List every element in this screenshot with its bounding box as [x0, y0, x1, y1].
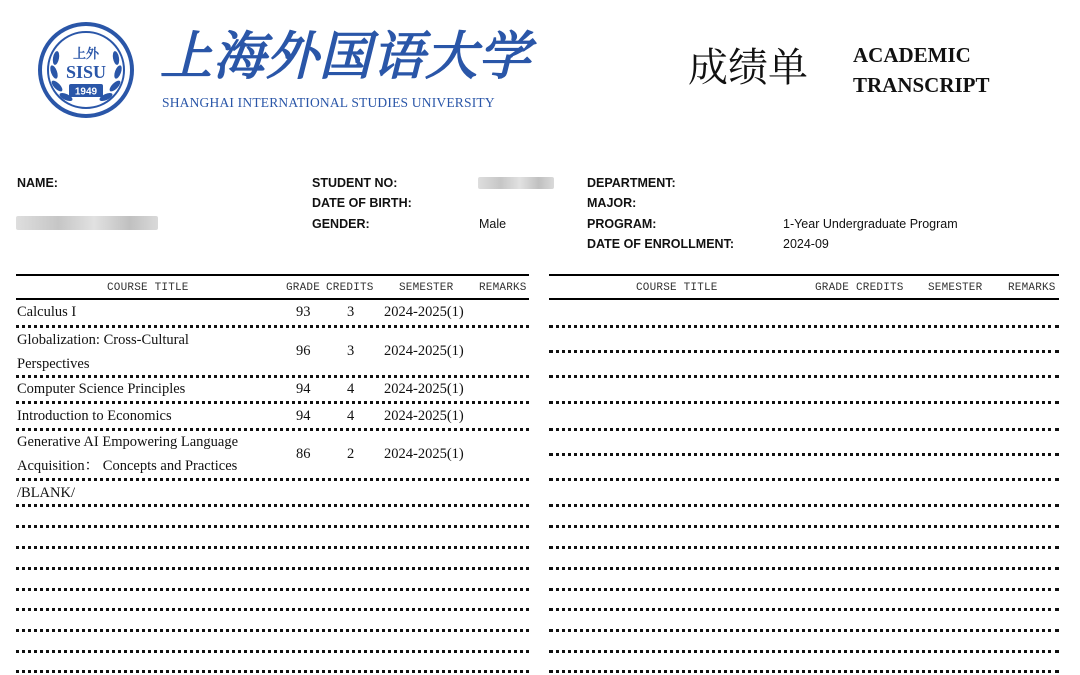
left-empty-row-divider [16, 588, 529, 591]
right-empty-row-divider [549, 428, 1059, 431]
program-label: PROGRAM: [587, 217, 657, 231]
title-line-1: ACADEMIC [853, 43, 971, 67]
course-2-title-line-1: Globalization: Cross-Cultural [17, 332, 189, 348]
right-empty-row-divider [549, 401, 1059, 404]
seal-chinese-text: 上外 [72, 47, 100, 62]
left-empty-row-divider [16, 546, 529, 549]
right-empty-row-divider [549, 375, 1059, 378]
left-header-remarks: REMARKS [479, 282, 527, 294]
course-5-grade: 86 [296, 446, 311, 462]
blank-marker: /BLANK/ [17, 485, 75, 501]
left-row-divider [16, 478, 529, 481]
course-3-grade: 94 [296, 381, 311, 397]
right-empty-row-divider [549, 629, 1059, 632]
right-header-course-title: COURSE TITLE [636, 282, 718, 294]
right-empty-row-divider [549, 670, 1059, 673]
right-table-header-rule [549, 298, 1059, 300]
title-line-2: TRANSCRIPT [853, 73, 990, 97]
major-label: MAJOR: [587, 196, 637, 210]
right-empty-row-divider [549, 650, 1059, 653]
right-empty-row-divider [549, 525, 1059, 528]
seal-abbreviation: SISU [65, 62, 107, 82]
right-table-top-rule [549, 274, 1059, 276]
right-header-grade: GRADE [815, 282, 850, 294]
course-2-credits: 3 [347, 343, 355, 359]
right-empty-row-divider [549, 546, 1059, 549]
document-title-english [853, 40, 990, 100]
right-empty-row-divider [549, 478, 1059, 481]
left-header-grade: GRADE [286, 282, 321, 294]
seal-year: 1949 [74, 86, 98, 98]
gender-value: Male [479, 217, 507, 231]
left-empty-row-divider [16, 608, 529, 611]
university-name-chinese: 上海外国语大学 [160, 26, 532, 87]
document-title-chinese: 成绩单 [688, 45, 808, 91]
gender-label: GENDER: [312, 217, 370, 231]
course-4-credits: 4 [347, 408, 355, 424]
right-empty-row-divider [549, 588, 1059, 591]
student-no-label: STUDENT NO: [312, 176, 398, 190]
university-name-english: SHANGHAI INTERNATIONAL STUDIES UNIVERSITY [162, 95, 495, 110]
right-empty-row-divider [549, 453, 1059, 456]
course-5-semester: 2024-2025(1) [384, 446, 464, 462]
course-2-grade: 96 [296, 343, 311, 359]
dob-label: DATE OF BIRTH: [312, 196, 412, 210]
course-3-credits: 4 [347, 381, 355, 397]
course-1-grade: 93 [296, 304, 311, 320]
department-label: DEPARTMENT: [587, 176, 676, 190]
course-1-credits: 3 [347, 304, 355, 320]
right-empty-row-divider [549, 350, 1059, 353]
right-empty-row-divider [549, 504, 1059, 507]
university-seal [38, 22, 134, 118]
right-empty-row-divider [549, 567, 1059, 570]
name-redacted [16, 216, 158, 230]
enrollment-label: DATE OF ENROLLMENT: [587, 237, 734, 251]
left-empty-row-divider [16, 650, 529, 653]
right-header-credits: CREDITS [856, 282, 904, 294]
right-empty-row-divider [549, 325, 1059, 328]
left-header-course-title: COURSE TITLE [107, 282, 189, 294]
right-header-remarks: REMARKS [1008, 282, 1056, 294]
enrollment-value: 2024-09 [783, 237, 829, 251]
name-label: NAME: [17, 176, 58, 190]
left-empty-row-divider [16, 504, 529, 507]
course-1-semester: 2024-2025(1) [384, 304, 464, 320]
right-empty-row-divider [549, 608, 1059, 611]
course-4-title: Introduction to Economics [17, 408, 172, 424]
course-5-title-line-2: Acquisition： Concepts and Practices [17, 458, 238, 474]
program-value: 1-Year Undergraduate Program [783, 217, 958, 231]
course-3-title: Computer Science Principles [17, 381, 186, 397]
course-4-grade: 94 [296, 408, 311, 424]
course-4-semester: 2024-2025(1) [384, 408, 464, 424]
course-2-title-line-2: Perspectives [17, 356, 90, 372]
right-header-semester: SEMESTER [928, 282, 983, 294]
left-empty-row-divider [16, 567, 529, 570]
course-5-credits: 2 [347, 446, 355, 462]
student-no-redacted [478, 177, 554, 189]
left-header-credits: CREDITS [326, 282, 374, 294]
left-empty-row-divider [16, 670, 529, 673]
course-1-title: Calculus I [17, 304, 77, 320]
left-table-top-rule [16, 274, 529, 276]
course-2-semester: 2024-2025(1) [384, 343, 464, 359]
left-empty-row-divider [16, 629, 529, 632]
course-5-title-line-1: Generative AI Empowering Language [17, 434, 239, 450]
left-empty-row-divider [16, 525, 529, 528]
left-header-semester: SEMESTER [399, 282, 454, 294]
course-3-semester: 2024-2025(1) [384, 381, 464, 397]
